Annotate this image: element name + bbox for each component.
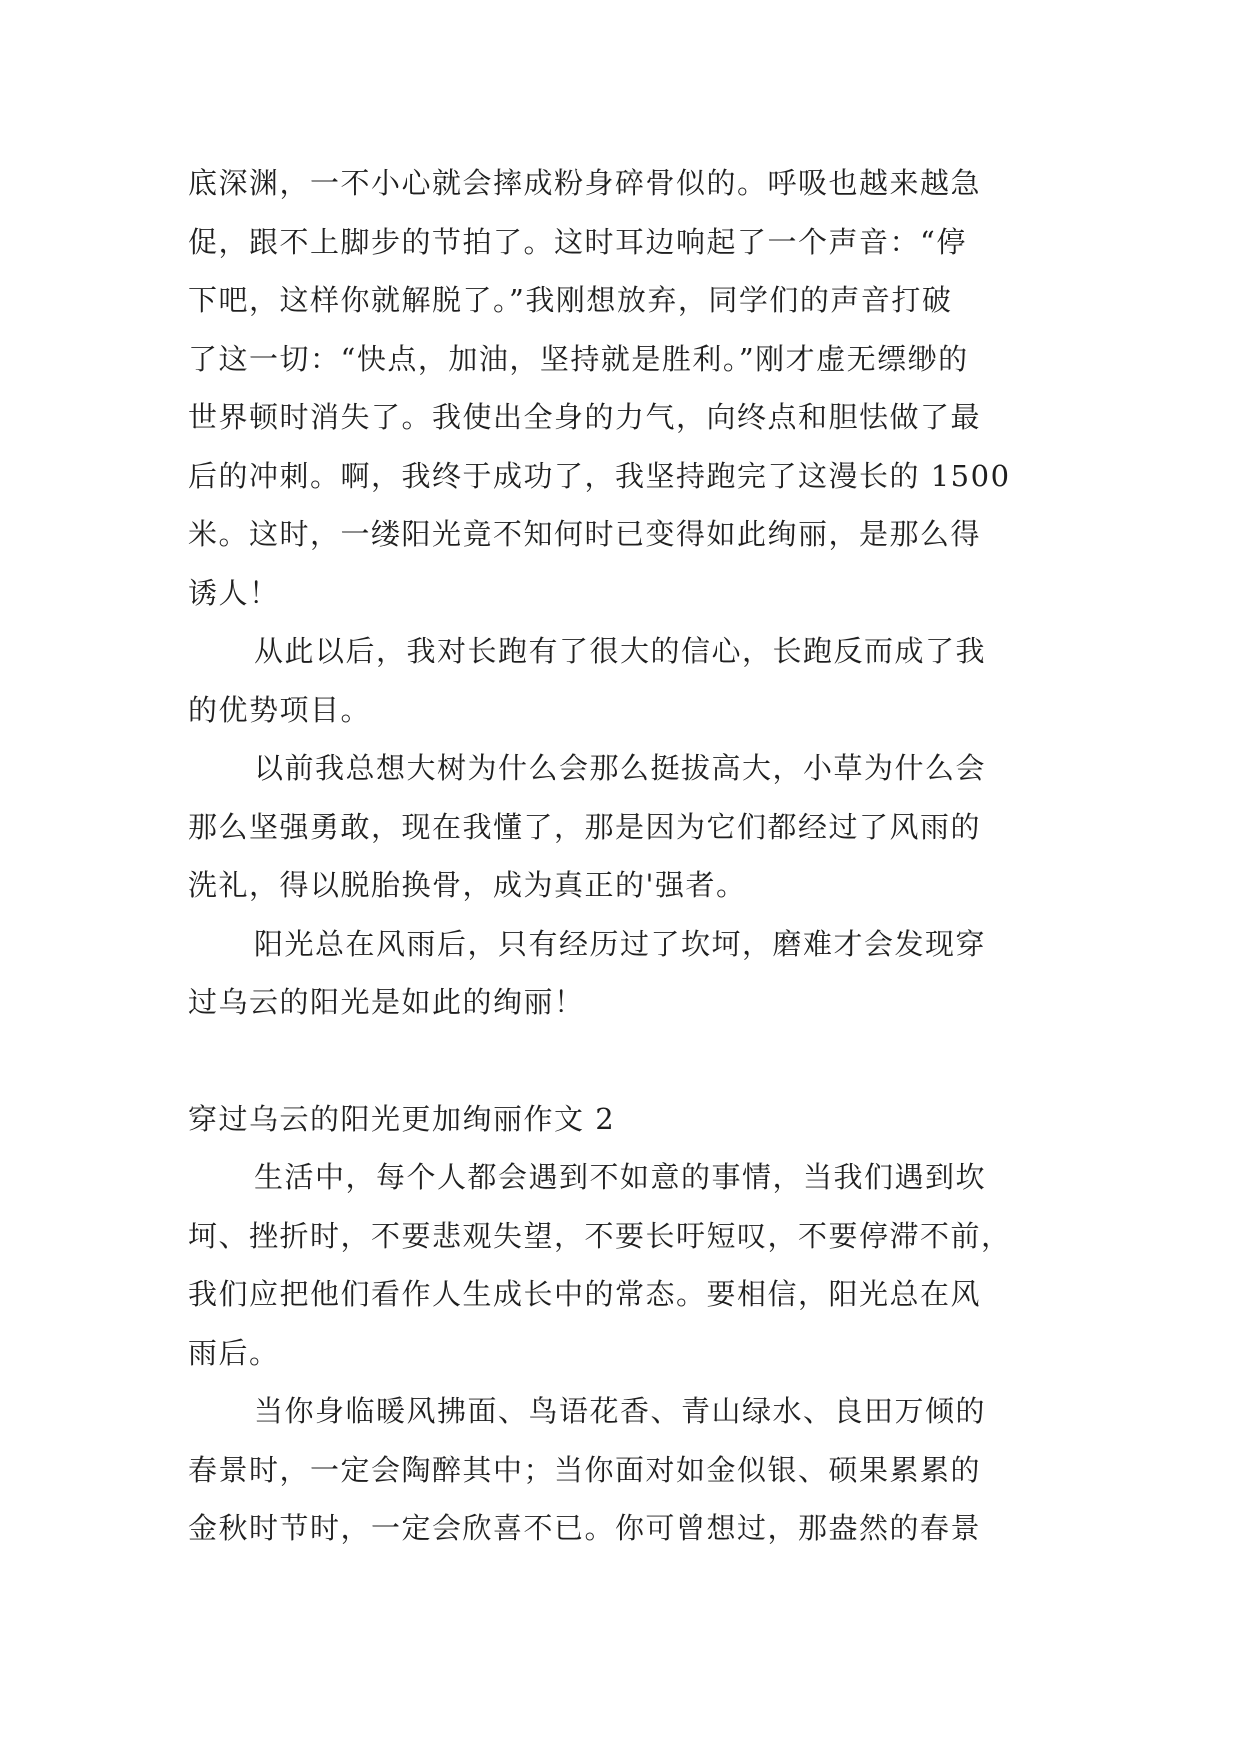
paragraph-continuation bbox=[188, 154, 1048, 622]
text-line: 阳光总在风雨后，只有经历过了坎坷，磨难才会发现穿 bbox=[254, 926, 987, 961]
text-line: 后的冲刺。啊，我终于成功了，我坚持跑完了这漫长的 1500 bbox=[188, 458, 1011, 493]
text-line: 世界顿时消失了。我使出全身的力气，向终点和胆怯做了最 bbox=[188, 400, 982, 434]
text-line: 当你身临暖风拂面、鸟语花香、青山绿水、良田万倾的 bbox=[254, 1394, 987, 1428]
text-line: 米。这时，一缕阳光竟不知何时已变得如此绚丽，是那么得 bbox=[188, 517, 982, 551]
text-line: 以前我总想大树为什么会那么挺拔高大，小草为什么会 bbox=[254, 751, 987, 785]
text-line: 了这一切：“快点，加油，坚持就是胜利。”刚才虚无缥缈的 bbox=[188, 341, 969, 376]
text-line: 诱人！ bbox=[188, 575, 280, 610]
paragraph-confidence bbox=[188, 622, 1048, 739]
document-body bbox=[188, 154, 1048, 1558]
paragraph-sunshine bbox=[188, 915, 1048, 1032]
paragraph-trees bbox=[188, 739, 1048, 915]
text-line: 从此以后，我对长跑有了很大的信心，长跑反而成了我 bbox=[254, 634, 987, 668]
text-line: 生活中，每个人都会遇到不如意的事情，当我们遇到坎 bbox=[254, 1160, 987, 1194]
section-gap bbox=[188, 1032, 1048, 1090]
text-line: 底深渊，一不小心就会摔成粉身碎骨似的。呼吸也越来越急 bbox=[188, 166, 982, 200]
text-line: 春景时，一定会陶醉其中；当你面对如金似银、硕果累累的 bbox=[188, 1452, 982, 1487]
text-line: 金秋时节时，一定会欣喜不已。你可曾想过，那盎然的春景 bbox=[188, 1511, 982, 1545]
text-line: 过乌云的阳光是如此的绚丽！ bbox=[188, 985, 585, 1019]
text-line: 洗礼，得以脱胎换骨，成为真正的'强者。 bbox=[188, 868, 747, 902]
paragraph-life bbox=[188, 1148, 1048, 1382]
paragraph-seasons bbox=[188, 1382, 1048, 1558]
text-line: 我们应把他们看作人生成长中的常态。要相信，阳光总在风 bbox=[188, 1277, 982, 1311]
text-line: 下吧，这样你就解脱了。”我刚想放弃，同学们的声音打破 bbox=[188, 283, 953, 317]
text-line: 的优势项目。 bbox=[188, 692, 372, 727]
text-line: 坷、挫折时，不要悲观失望，不要长吁短叹，不要停滞不前， bbox=[188, 1218, 1012, 1253]
text-line: 促，跟不上脚步的节拍了。这时耳边响起了一个声音：“停 bbox=[188, 224, 967, 259]
text-line: 那么坚强勇敢，现在我懂了，那是因为它们都经过了风雨的 bbox=[188, 809, 982, 844]
section-title: 穿过乌云的阳光更加绚丽作文 2 bbox=[188, 1101, 616, 1136]
text-line: 雨后。 bbox=[188, 1335, 280, 1370]
